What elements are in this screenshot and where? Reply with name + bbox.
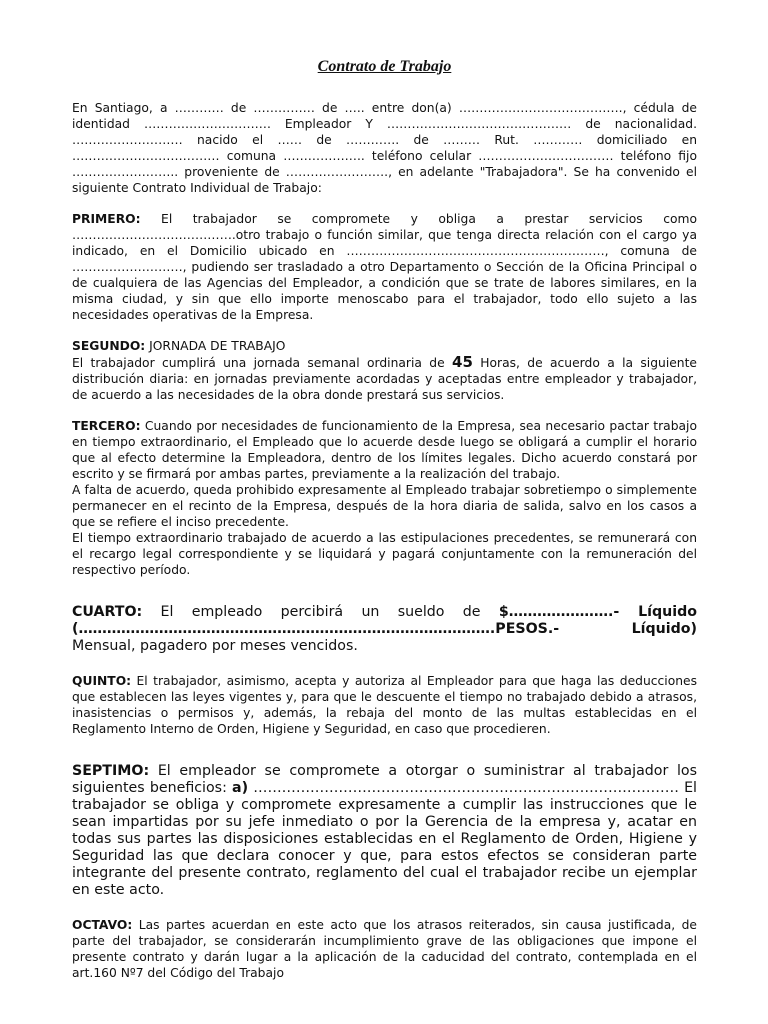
clause-segundo-heading: JORNADA DE TRABAJO — [145, 339, 286, 353]
clause-cuarto-label: CUARTO: — [72, 604, 143, 620]
clause-tercero-paragraph-2: A falta de acuerdo, queda prohibido expresamente al Empleado trabajar sobretiempo o simplemente permanecer en el recinto de la Empresa, después de la hora diaria de salida, salvo en los casos a que se refiere el inciso precedente. — [72, 483, 697, 529]
intro-paragraph: En Santiago, a ………… de …………… de ….. entre don(a) …………………………………., cédula de identidad …………………………. Empleador Y ……………………………………… de nacionalidad. ……………………… nacido el …… de …………. de ……… Rut. ………… domiciliado en ……………………………… comuna ……………….. teléfono celular …………………………… teléfono fijo …………………….. proveniente de ……………………., en adelante "Trabajadora". Se ha convenido el siguiente Contrato Individual de Trabajo: — [72, 101, 697, 195]
clause-septimo-text-a: El empleador se compromete a otorgar o suministrar al trabajador los siguientes beneficios: — [72, 763, 697, 796]
clause-octavo — [72, 917, 697, 981]
clause-segundo-text-a: El trabajador cumplirá una jornada semanal ordinaria de — [72, 356, 453, 370]
document-title: Contrato de Trabajo — [317, 58, 452, 75]
clause-quinto-label: QUINTO: — [72, 674, 132, 688]
clause-octavo-label: OCTAVO: — [72, 918, 133, 932]
contract-page — [72, 58, 697, 981]
weekly-hours-value: 45 — [452, 353, 473, 371]
clause-segundo-text-b: Horas, de acuerdo a la siguiente distribución diaria: en jornadas previamente acordadas y aceptadas entre empleador y trabajador, de acuerdo a las necesidades de la obra donde prestará sus servicios. — [72, 356, 697, 402]
clause-tercero-text: Cuando por necesidades de funcionamiento de la Empresa, sea necesario pactar trabajo en tiempo extraordinario, el Empleado que lo acuerde desde luego se obligará a cumplir el horario que al efecto determine la Empleadora, dentro de los límites legales. Dicho acuerdo constará por escrito y se firmará por ambas partes, previamente a la realización del trabajo. — [72, 419, 697, 481]
clause-cuarto-text-a: El empleado percibirá un sueldo de — [142, 604, 499, 620]
clause-segundo — [72, 338, 697, 403]
clause-cuarto-text-b: Mensual, pagadero por meses vencidos. — [72, 638, 358, 654]
clause-tercero-paragraph-3: El tiempo extraordinario trabajado de acuerdo a las estipulaciones precedentes, se remunerará con el recargo legal correspondiente y se liquidará y pagará conjuntamente con la remuneración del respectivo período. — [72, 531, 697, 577]
salary-amount: $………………….- Líquido (…………………………………………………………………………….PESOS.- Líquido) — [72, 604, 697, 637]
clause-septimo — [72, 763, 697, 899]
clause-tercero — [72, 418, 697, 482]
clause-primero-label: PRIMERO: — [72, 212, 141, 226]
benefit-item-label: a) — [232, 780, 249, 796]
clause-cuarto — [72, 604, 697, 655]
clause-septimo-label: SEPTIMO: — [72, 763, 150, 779]
clause-tercero-label: TERCERO: — [72, 419, 141, 433]
clause-quinto — [72, 673, 697, 737]
clause-segundo-label: SEGUNDO: — [72, 339, 146, 353]
clause-primero — [72, 211, 697, 323]
clause-octavo-text: Las partes acuerdan en este acto que los atrasos reiterados, sin causa justificada, de parte del trabajador, se considerarán incumplimiento grave de las obligaciones que impone el presente contrato y darán lugar a la aplicación de la caducidad del contrato, contemplada en el art.160 Nº7 del Código del Trabajo — [72, 918, 697, 980]
clause-primero-text: El trabajador se compromete y obliga a prestar servicios como ………………………………….otro trabajo o función similar, que tenga directa relación con el cargo ya indicado, en el Domicilio ubicado en ………………………………………………………, comuna de ………………………, pudiendo ser trasladado a otro Departamento o Sección de la Oficina Principal o de cualquiera de las Agencias del Empleador, a condición que se trate de labores similares, en la misma ciudad, y sin que ello importe menoscabo para el trabajador, todo ello sujeto a las necesidades operativas de la Empresa. — [72, 212, 697, 322]
clause-quinto-text: El trabajador, asimismo, acepta y autoriza al Empleador para que haga las deducciones que establecen las leyes vigentes y, para que le descuente el tiempo no trabajado debido a atrasos, inasistencias o permisos y, además, la rebaja del monto de las multas establecidas en el Reglamento Interno de Orden, Higiene y Seguridad, en caso que procedieren. — [72, 674, 697, 736]
clause-septimo-text-b: ……………………………………………………………………………… El trabajador se obliga y compromete expresamente a cumplir las instrucciones que le sean impartidas por su jefe inmediato o por la Gerencia de la empresa y, acatar en todas sus partes las disposiciones establecidas en el Reglamento de Orden, Higiene y Seguridad las que declara conocer y que, para estos efectos se consideran parte integrante del presente contrato, reglamento del cual el trabajador recibe un ejemplar en este acto. — [72, 780, 697, 898]
